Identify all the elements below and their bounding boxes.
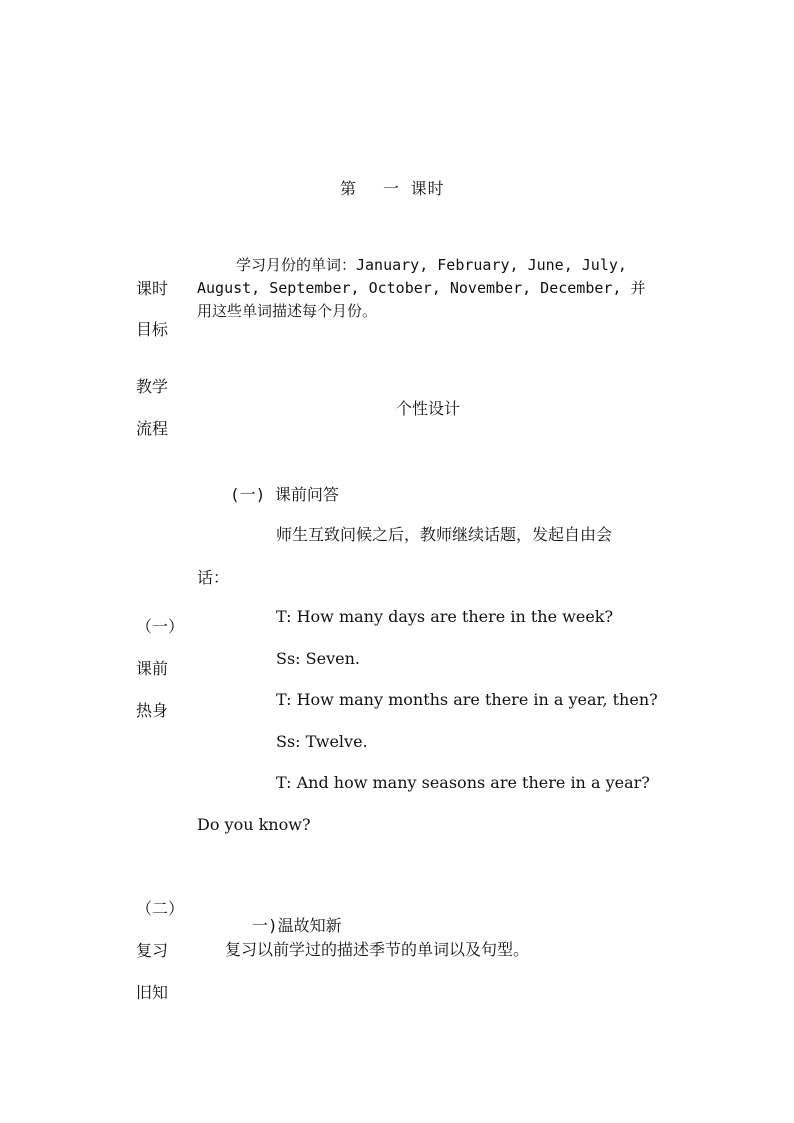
- flow-label-2: 流程: [136, 419, 169, 438]
- objective-line-3: 用这些单词描述每个月份。: [197, 302, 378, 320]
- lesson-title-part2: 一 课时: [383, 179, 445, 198]
- review-text: 复习以前学过的描述季节的单词以及句型。: [225, 940, 530, 959]
- review-heading: 一)温故知新: [252, 916, 342, 935]
- review-label-3: 旧知: [136, 983, 169, 1002]
- dialogue-line-2: Ss: Seven.: [276, 649, 360, 668]
- warmup-intro-line-2: 话：: [197, 568, 230, 587]
- dialogue-line-5: T: And how many seasons are there in a year?: [276, 773, 650, 792]
- objective-label-1: 课时: [136, 279, 169, 298]
- dialogue-line-3: T: How many months are there in a year, then?: [276, 690, 658, 709]
- warmup-heading: (一) 课前问答: [230, 485, 339, 504]
- dialogue-line-4: Ss: Twelve.: [276, 732, 368, 751]
- dialogue-line-1: T: How many days are there in the week?: [276, 607, 614, 626]
- dialogue-line-6: Do you know?: [197, 815, 311, 834]
- lesson-title-part1: 第: [340, 179, 358, 198]
- lesson-title: [340, 176, 445, 199]
- flow-label-1: 教学: [136, 377, 169, 396]
- review-label-1: （二）: [136, 899, 185, 918]
- objective-line-2: August, September, October, November, December, 并: [197, 279, 646, 297]
- objective-label-2: 目标: [136, 320, 169, 339]
- warmup-intro-line-1: 师生互致问候之后，教师继续话题，发起自由会: [276, 525, 613, 544]
- personal-design-heading: 个性设计: [396, 399, 461, 418]
- warmup-label-2: 课前: [136, 659, 169, 678]
- warmup-label-3: 热身: [136, 701, 169, 720]
- review-label-2: 复习: [136, 941, 169, 960]
- warmup-label-1: （一）: [136, 617, 185, 636]
- objective-line-1: 学习月份的单词：January, February, June, July,: [236, 256, 627, 274]
